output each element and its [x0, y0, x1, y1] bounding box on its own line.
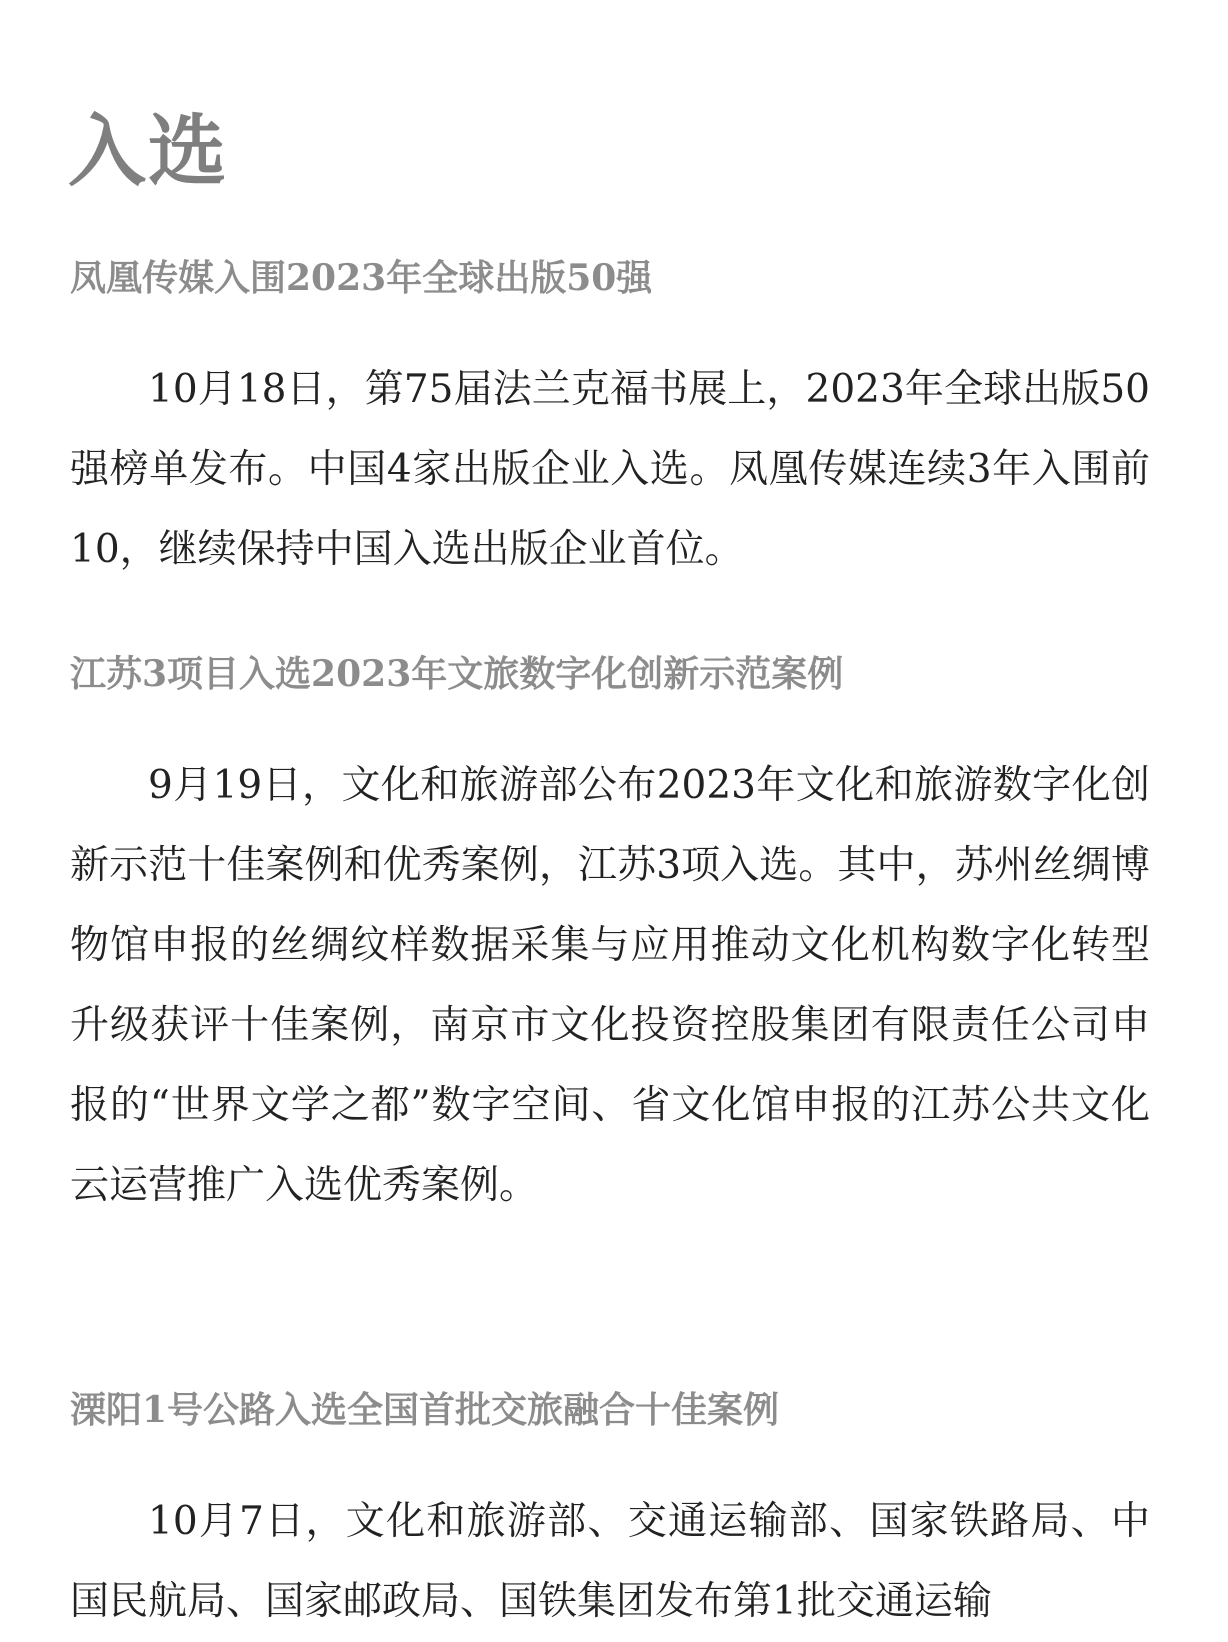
article-body: 10月18日，第75届法兰克福书展上，2023年全球出版50强榜单发布。中国4家出版企业入选。凤凰传媒连续3年入围前10，继续保持中国入选出版企业首位。: [70, 367, 1150, 572]
article-headline: 凤凰传媒入围2023年全球出版50强: [70, 257, 653, 299]
article: [70, 650, 1150, 1226]
article: [70, 254, 1150, 590]
article-headline: 江苏3项目入选2023年文旅数字化创新示范案例: [70, 653, 844, 695]
section-title: 入选: [68, 107, 229, 197]
article-body: 9月19日，文化和旅游部公布2023年文化和旅游数字化创新示范十佳案例和优秀案例，江苏3项入选。其中，苏州丝绸博物馆申报的丝绸纹样数据采集与应用推动文化机构数字化转型升级获评十佳案例，南京市文化投资控股集团有限责任公司申报的“世界文学之都”数字空间、省文化馆申报的江苏公共文化云运营推广入选优秀案例。: [70, 763, 1150, 1208]
article-headline: 溧阳1号公路入选全国首批交旅融合十佳案例: [70, 1389, 780, 1431]
article-body: 10月7日，文化和旅游部、交通运输部、国家铁路局、中国民航局、国家邮政局、国铁集团发布第1批交通运输: [70, 1499, 1150, 1624]
article: [70, 1386, 1150, 1642]
